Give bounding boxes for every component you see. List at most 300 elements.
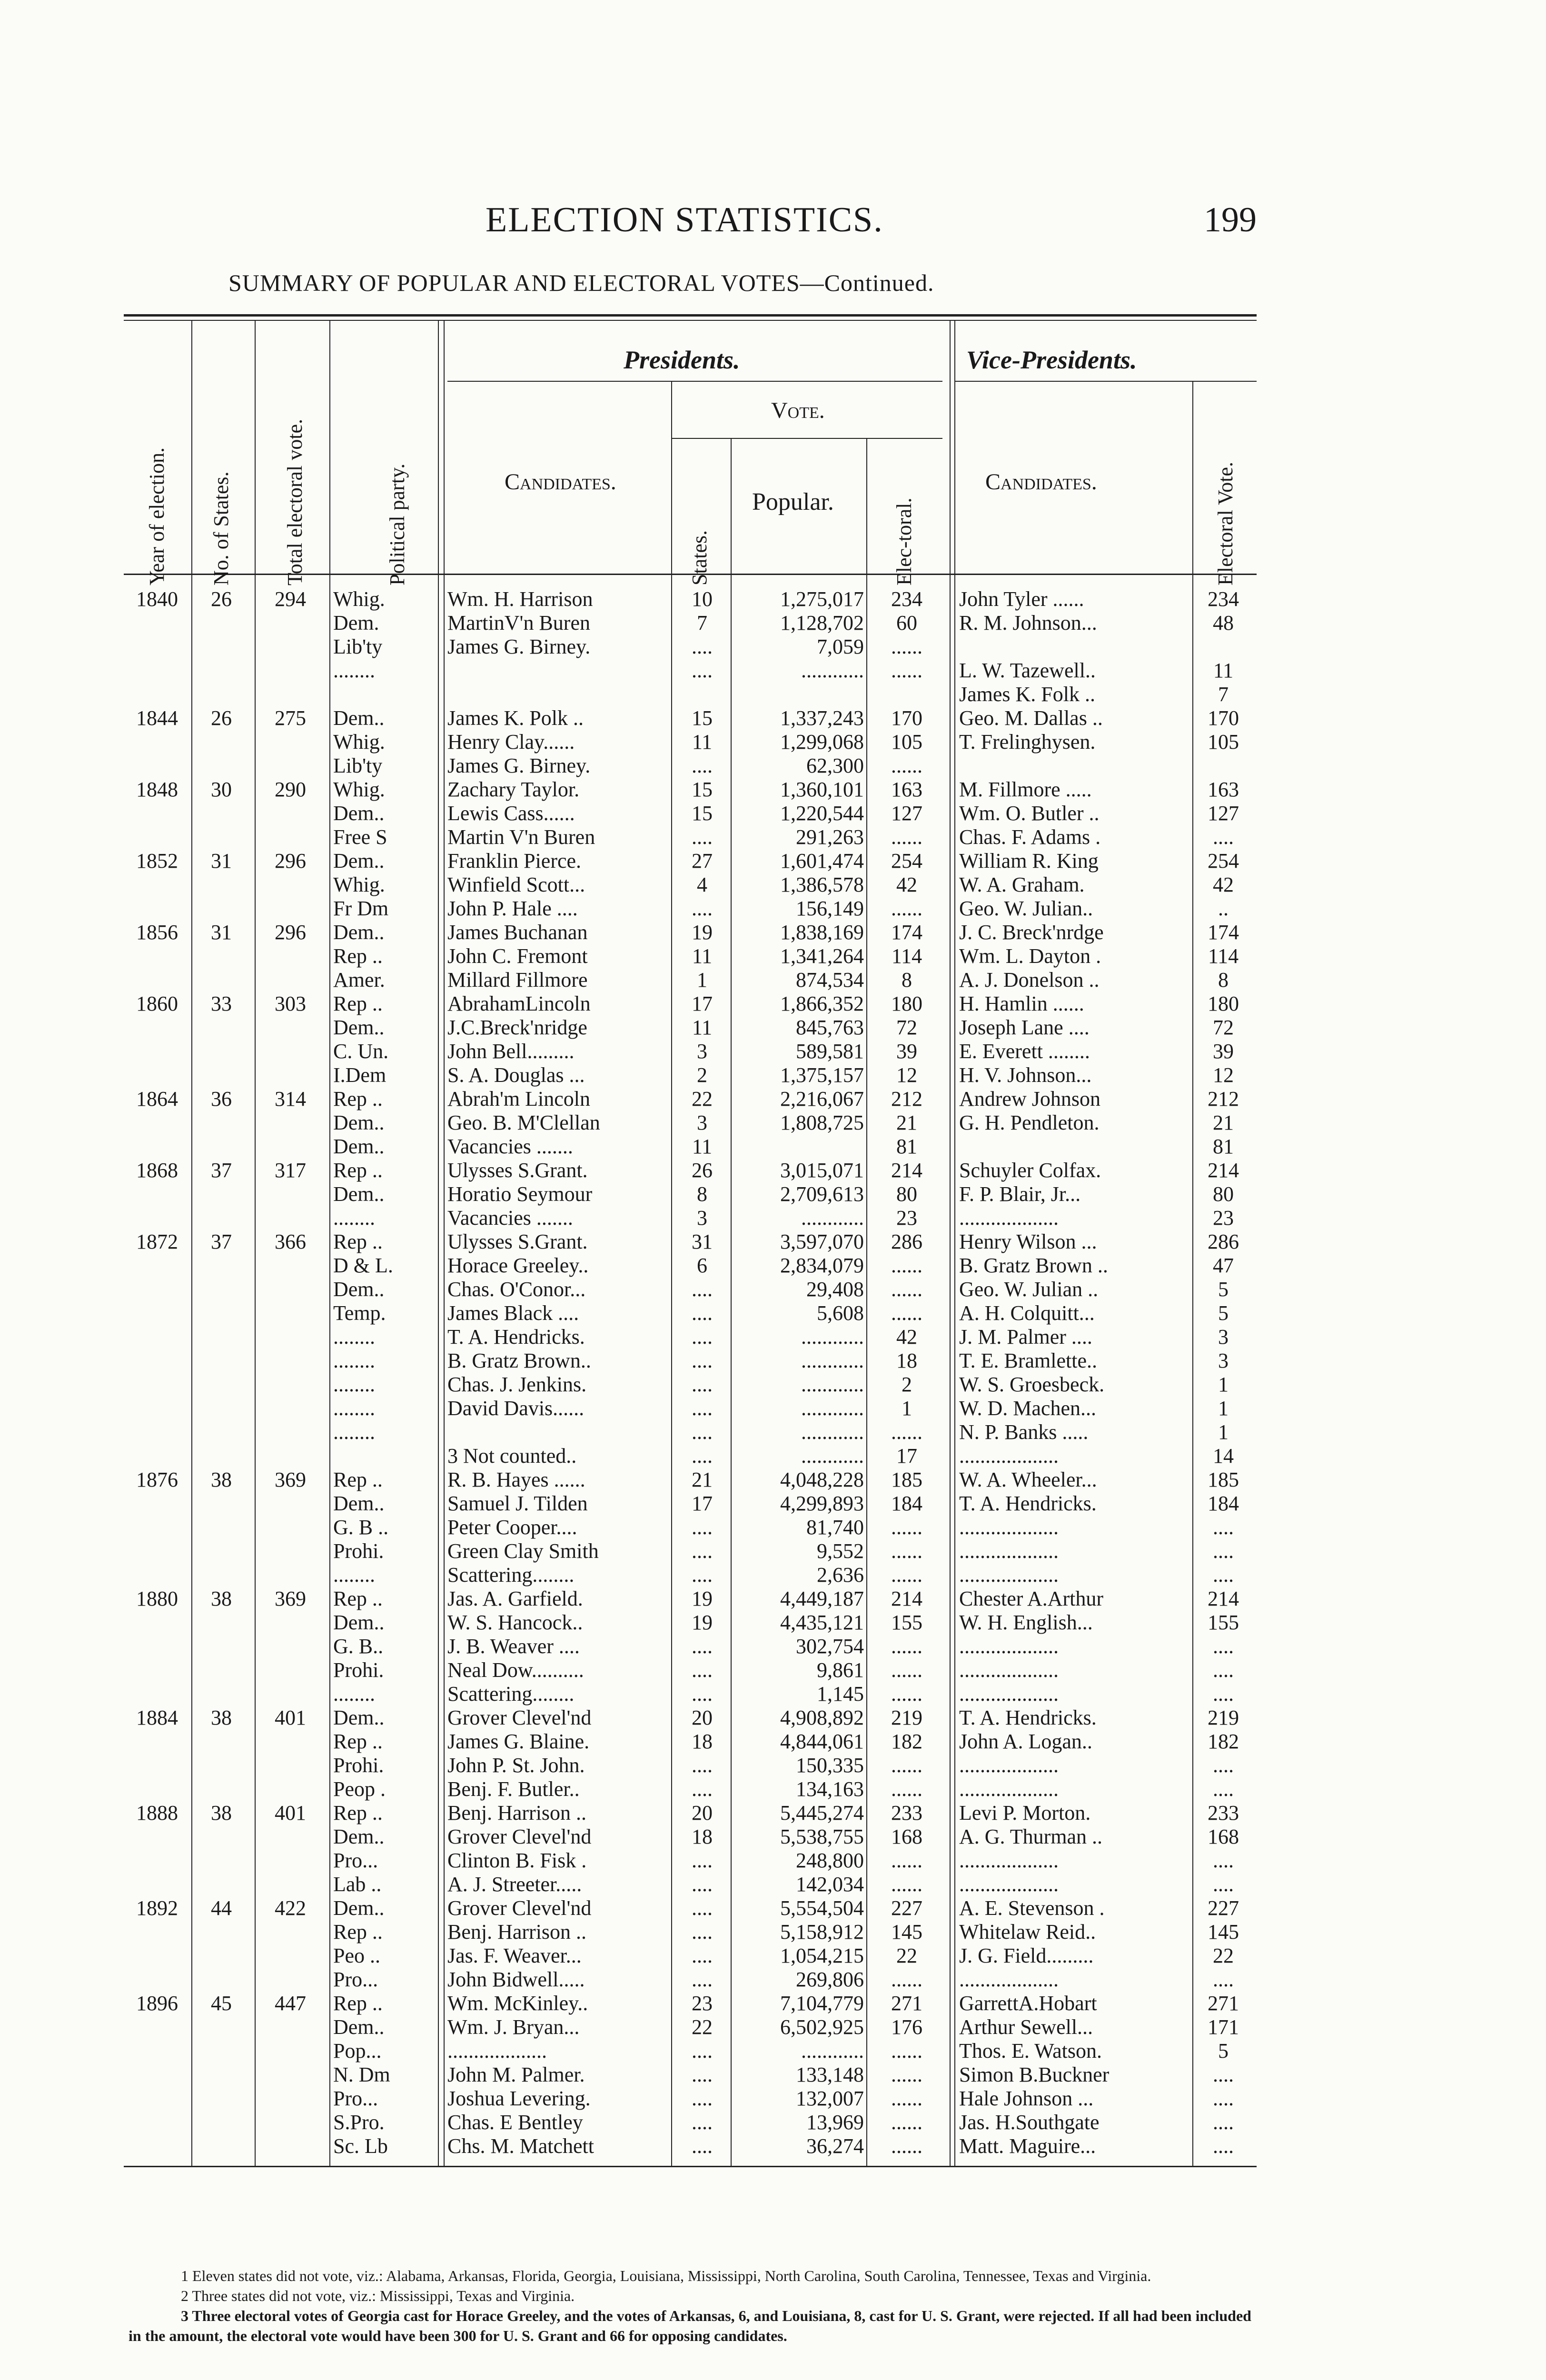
electoral-vote-cell: ...... <box>891 1539 922 1563</box>
states-won-cell: .... <box>692 1539 713 1563</box>
states-won-cell: 7 <box>697 611 707 635</box>
election-table <box>124 314 1257 2194</box>
table-row <box>124 1421 1257 1444</box>
party-cell: Pro... <box>333 1849 378 1872</box>
party-cell: Whig. <box>333 730 385 754</box>
vp-candidate-cell: Andrew Johnson <box>959 1087 1100 1111</box>
popular-vote-cell: 1,360,101 <box>780 778 864 801</box>
popular-vote-cell: 13,969 <box>806 2111 864 2134</box>
electoral-vote-cell: 12 <box>896 1063 917 1087</box>
vp-electoral-cell: .... <box>1213 1682 1234 1706</box>
table-row <box>124 1873 1257 1896</box>
table-row <box>124 1611 1257 1634</box>
vp-electoral-cell: 47 <box>1213 1254 1234 1277</box>
candidate-cell: David Davis...... <box>447 1397 585 1420</box>
electoral-vote-cell: ...... <box>891 897 922 920</box>
party-cell: Dem.. <box>333 1706 385 1729</box>
top-rule <box>124 314 1257 317</box>
party-cell: Rep .. <box>333 944 383 968</box>
party-cell: ........ <box>333 1373 375 1396</box>
vp-candidate-cell: H. V. Johnson... <box>959 1063 1092 1087</box>
states-won-cell: 8 <box>697 1182 707 1206</box>
popular-vote-cell: 5,158,912 <box>780 1920 864 1944</box>
electoral-vote-cell: 1 <box>902 1397 912 1420</box>
states-won-cell: .... <box>692 1849 713 1872</box>
vp-candidate-cell: W. H. English... <box>959 1611 1093 1634</box>
candidate-cell: Chas. E Bentley <box>447 2111 583 2134</box>
states-cell: 36 <box>211 1087 232 1111</box>
states-won-cell: .... <box>692 2039 713 2063</box>
year-cell: 1856 <box>136 921 178 944</box>
popular-vote-cell: 2,709,613 <box>780 1182 864 1206</box>
states-won-cell: 11 <box>692 1016 713 1039</box>
candidate-cell: Horace Greeley.. <box>447 1254 589 1277</box>
states-won-cell: .... <box>692 897 713 920</box>
table-row <box>124 731 1257 754</box>
vp-electoral-cell: 8 <box>1218 968 1229 992</box>
table-row <box>124 659 1257 682</box>
party-cell: C. Un. <box>333 1040 389 1063</box>
states-won-cell: 20 <box>692 1706 713 1729</box>
candidate-cell: Benj. Harrison .. <box>447 1801 587 1825</box>
popular-vote-cell: ............ <box>801 1349 864 1372</box>
vp-electoral-cell: 23 <box>1213 1206 1234 1230</box>
table-row <box>124 1564 1257 1587</box>
vp-electoral-cell: .... <box>1213 1563 1234 1587</box>
party-cell: Prohi. <box>333 1754 384 1777</box>
vp-electoral-cell: .... <box>1213 1539 1234 1563</box>
party-cell: Whig. <box>333 873 385 896</box>
vp-electoral-cell: 286 <box>1208 1230 1239 1253</box>
states-won-cell: .... <box>692 1682 713 1706</box>
party-cell: ........ <box>333 1682 375 1706</box>
states-won-cell: 15 <box>692 778 713 801</box>
candidate-cell: Benj. Harrison .. <box>447 1920 587 1944</box>
party-cell: Rep .. <box>333 1230 383 1253</box>
popular-vote-cell: 5,554,504 <box>780 1896 864 1920</box>
candidate-cell: Franklin Pierce. <box>447 849 582 873</box>
party-cell: ........ <box>333 1206 375 1230</box>
party-cell: Dem.. <box>333 1182 385 1206</box>
vp-electoral-cell: 254 <box>1208 849 1239 873</box>
total-cell: 401 <box>275 1706 306 1729</box>
states-won-cell: 23 <box>692 1992 713 2015</box>
electoral-vote-cell: ...... <box>891 825 922 849</box>
footnote-1: 1 Eleven states did not vote, viz.: Alabama, Arkansas, Florida, Georgia, Louisiana, Mississippi, North Carolina, South Carolina, Tennessee, Texas and Virginia. <box>181 2267 1151 2284</box>
candidate-cell: James Buchanan <box>447 921 588 944</box>
popular-vote-cell: 1,275,017 <box>780 587 864 611</box>
vp-electoral-cell: 21 <box>1213 1111 1234 1134</box>
popular-vote-cell: 9,552 <box>817 1539 864 1563</box>
party-cell: Dem.. <box>333 2015 385 2039</box>
electoral-vote-cell: 174 <box>891 921 922 944</box>
electoral-vote-cell: ...... <box>891 1849 922 1872</box>
table-row <box>124 778 1257 801</box>
year-cell: 1896 <box>136 1992 178 2015</box>
candidate-cell: Grover Clevel'nd <box>447 1706 592 1729</box>
vp-candidate-cell: A. G. Thurman .. <box>959 1825 1103 1848</box>
candidate-cell: Peter Cooper.... <box>447 1516 577 1539</box>
party-cell: Dem. <box>333 611 379 635</box>
table-row <box>124 1968 1257 1991</box>
candidate-cell: John P. St. John. <box>447 1754 585 1777</box>
total-cell: 314 <box>275 1087 306 1111</box>
table-row <box>124 1278 1257 1301</box>
candidate-cell: Millard Fillmore <box>447 968 588 992</box>
candidate-cell: Scattering........ <box>447 1682 575 1706</box>
electoral-vote-cell: 21 <box>896 1111 917 1134</box>
states-won-cell: 18 <box>692 1730 713 1753</box>
vp-electoral-cell: 12 <box>1213 1063 1234 1087</box>
vp-candidate-cell: A. J. Donelson .. <box>959 968 1100 992</box>
year-cell: 1884 <box>136 1706 178 1729</box>
table-row <box>124 945 1257 968</box>
footnote-2: 2 Three states did not vote, viz.: Mississippi, Texas and Virginia. <box>181 2287 575 2304</box>
states-won-cell: 18 <box>692 1825 713 1848</box>
electoral-vote-cell: ...... <box>891 1301 922 1325</box>
states-won-cell: 2 <box>697 1063 707 1087</box>
vp-electoral-cell: 72 <box>1213 1016 1234 1039</box>
popular-vote-cell: 4,048,228 <box>780 1468 864 1491</box>
candidate-cell: R. B. Hayes ...... <box>447 1468 585 1491</box>
states-won-cell: .... <box>692 1278 713 1301</box>
popular-vote-cell: 248,800 <box>796 1849 864 1872</box>
vp-candidate-cell: Matt. Maguire... <box>959 2134 1096 2158</box>
electoral-vote-cell: 254 <box>891 849 922 873</box>
popular-vote-cell: 1,337,243 <box>780 706 864 730</box>
vp-candidate-cell: Levi P. Morton. <box>959 1801 1091 1825</box>
electoral-vote-cell: ...... <box>891 1516 922 1539</box>
vp-electoral-cell: 1 <box>1218 1373 1229 1396</box>
vp-electoral-cell: 1 <box>1218 1397 1229 1420</box>
states-won-cell: .... <box>692 1301 713 1325</box>
year-cell: 1864 <box>136 1087 178 1111</box>
vp-candidate-cell: Schuyler Colfax. <box>959 1159 1101 1182</box>
vp-electoral-cell: 80 <box>1213 1182 1234 1206</box>
party-cell: G. B .. <box>333 1516 389 1539</box>
electoral-vote-cell: ...... <box>891 2134 922 2158</box>
popular-vote-cell: 6,502,925 <box>780 2015 864 2039</box>
popular-vote-cell: 7,104,779 <box>780 1992 864 2015</box>
party-cell: ........ <box>333 1420 375 1444</box>
popular-vote-cell: 1,386,578 <box>780 873 864 896</box>
vp-electoral-cell: 234 <box>1208 587 1239 611</box>
header-states: No. of States. <box>209 471 233 585</box>
electoral-vote-cell: 60 <box>896 611 917 635</box>
vp-candidate-cell: B. Gratz Brown .. <box>959 1254 1108 1277</box>
states-cell: 38 <box>211 1468 232 1491</box>
states-won-cell: .... <box>692 1397 713 1420</box>
table-row <box>124 1373 1257 1396</box>
vp-electoral-cell: 3 <box>1218 1325 1229 1349</box>
vp-candidate-cell: Simon B.Buckner <box>959 2063 1110 2086</box>
candidate-cell: J.C.Breck'nridge <box>447 1016 587 1039</box>
table-row <box>124 1111 1257 1134</box>
vp-electoral-cell: 5 <box>1218 1278 1229 1301</box>
vp-electoral-cell: 5 <box>1218 2039 1229 2063</box>
footnotes <box>129 2266 1261 2346</box>
electoral-vote-cell: ...... <box>891 1968 922 1991</box>
total-cell: 303 <box>275 992 306 1015</box>
candidate-cell: John P. Hale .... <box>447 897 578 920</box>
electoral-vote-cell: 42 <box>896 1325 917 1349</box>
popular-vote-cell: 1,808,725 <box>780 1111 864 1134</box>
candidate-cell: Samuel J. Tilden <box>447 1492 588 1515</box>
vp-candidate-cell: John Tyler ...... <box>959 587 1084 611</box>
states-won-cell: 19 <box>692 1587 713 1610</box>
electoral-vote-cell: ...... <box>891 1873 922 1896</box>
table-row <box>124 1468 1257 1491</box>
states-won-cell: 11 <box>692 730 713 754</box>
popular-vote-cell: 1,341,264 <box>780 944 864 968</box>
states-won-cell: .... <box>692 1658 713 1682</box>
vp-candidate-cell: G. H. Pendleton. <box>959 1111 1100 1134</box>
vp-candidate-cell: F. P. Blair, Jr... <box>959 1182 1081 1206</box>
table-row <box>124 1635 1257 1658</box>
candidate-cell: Abrah'm Lincoln <box>447 1087 590 1111</box>
party-cell: Lib'ty <box>333 754 383 777</box>
vp-candidate-cell: H. Hamlin ...... <box>959 992 1084 1015</box>
popular-vote-cell: 3,597,070 <box>780 1230 864 1253</box>
candidate-cell: John Bidwell..... <box>447 1968 585 1991</box>
page-number: 199 <box>1204 200 1257 239</box>
candidate-cell: Joshua Levering. <box>447 2087 591 2110</box>
vp-candidate-cell: ................... <box>959 1206 1059 1230</box>
year-cell: 1860 <box>136 992 178 1015</box>
table-row <box>124 2111 1257 2134</box>
states-won-cell: .... <box>692 1944 713 1967</box>
total-cell: 369 <box>275 1587 306 1610</box>
total-cell: 369 <box>275 1468 306 1491</box>
vp-candidate-cell: A. E. Stevenson . <box>959 1896 1105 1920</box>
popular-vote-cell: 62,300 <box>806 754 864 777</box>
electoral-vote-cell: 22 <box>896 1944 917 1967</box>
vp-candidate-cell: W. A. Wheeler... <box>959 1468 1097 1491</box>
electoral-vote-cell: 185 <box>891 1468 922 1491</box>
candidate-cell: Wm. J. Bryan... <box>447 2015 580 2039</box>
header-vote: Vote. <box>771 398 825 423</box>
vp-electoral-cell: 105 <box>1208 730 1239 754</box>
vote-under-rule <box>671 438 942 439</box>
electoral-vote-cell: 145 <box>891 1920 922 1944</box>
states-won-cell: 4 <box>697 873 707 896</box>
electoral-vote-cell: 81 <box>896 1135 917 1158</box>
party-cell: Pop... <box>333 2039 382 2063</box>
candidate-cell: Vacancies ....... <box>447 1206 573 1230</box>
vp-candidate-cell: Chas. F. Adams . <box>959 825 1101 849</box>
popular-vote-cell: 1,375,157 <box>780 1063 864 1087</box>
party-cell: Rep .. <box>333 1468 383 1491</box>
popular-vote-cell: ............ <box>801 1397 864 1420</box>
popular-vote-cell: 81,740 <box>806 1516 864 1539</box>
table-row <box>124 2040 1257 2063</box>
popular-vote-cell: 269,806 <box>796 1968 864 1991</box>
candidate-cell: Horatio Seymour <box>447 1182 593 1206</box>
table-row <box>124 2087 1257 2110</box>
candidate-cell: Ulysses S.Grant. <box>447 1230 588 1253</box>
candidate-cell: James G. Birney. <box>447 635 591 658</box>
year-cell: 1868 <box>136 1159 178 1182</box>
vp-electoral-cell: 170 <box>1208 706 1239 730</box>
total-cell: 296 <box>275 849 306 873</box>
electoral-vote-cell: ...... <box>891 635 922 658</box>
popular-vote-cell: 1,838,169 <box>780 921 864 944</box>
table-row <box>124 969 1257 992</box>
states-won-cell: 19 <box>692 921 713 944</box>
electoral-vote-cell: 72 <box>896 1016 917 1039</box>
vp-candidate-cell: Geo. W. Julian.. <box>959 897 1093 920</box>
states-won-cell: .... <box>692 1635 713 1658</box>
states-won-cell: .... <box>692 2134 713 2158</box>
vp-electoral-cell: 163 <box>1208 778 1239 801</box>
states-won-cell: 10 <box>692 587 713 611</box>
candidate-cell: Neal Dow.......... <box>447 1658 584 1682</box>
page-header <box>124 200 1257 252</box>
candidate-cell: Benj. F. Butler.. <box>447 1777 580 1801</box>
electoral-vote-cell: ...... <box>891 659 922 682</box>
total-cell: 317 <box>275 1159 306 1182</box>
vp-electoral-cell: 7 <box>1218 683 1229 706</box>
vp-candidate-cell: L. W. Tazewell.. <box>959 659 1096 682</box>
states-cell: 31 <box>211 921 232 944</box>
states-won-cell: 11 <box>692 1135 713 1158</box>
states-won-cell: .... <box>692 2063 713 2086</box>
vp-candidate-cell: Geo. W. Julian .. <box>959 1278 1099 1301</box>
states-won-cell: 27 <box>692 849 713 873</box>
vp-electoral-cell: 127 <box>1208 802 1239 825</box>
table-row <box>124 1302 1257 1325</box>
electoral-vote-cell: ...... <box>891 1635 922 1658</box>
popular-vote-cell: 1,054,215 <box>780 1944 864 1967</box>
electoral-vote-cell: 168 <box>891 1825 922 1848</box>
electoral-vote-cell: 155 <box>891 1611 922 1634</box>
vp-electoral-cell: .. <box>1218 897 1229 920</box>
table-row <box>124 1326 1257 1349</box>
party-cell: Rep .. <box>333 1159 383 1182</box>
year-cell: 1848 <box>136 778 178 801</box>
electoral-vote-cell: 271 <box>891 1992 922 2015</box>
candidate-cell: Ulysses S.Grant. <box>447 1159 588 1182</box>
table-row <box>124 1706 1257 1729</box>
electoral-vote-cell: 212 <box>891 1087 922 1111</box>
electoral-vote-cell: ...... <box>891 1777 922 1801</box>
table-row <box>124 802 1257 825</box>
presidents-under-rule <box>447 381 942 382</box>
party-cell: G. B.. <box>333 1635 384 1658</box>
popular-vote-cell: 133,148 <box>796 2063 864 2086</box>
table-row <box>124 707 1257 730</box>
vp-electoral-cell: 145 <box>1208 1920 1239 1944</box>
electoral-vote-cell: 286 <box>891 1230 922 1253</box>
states-cell: 45 <box>211 1992 232 2015</box>
table-bottom-rule <box>124 2166 1257 2167</box>
party-cell: Dem.. <box>333 1825 385 1848</box>
states-won-cell: .... <box>692 1873 713 1896</box>
table-row <box>124 588 1257 611</box>
party-cell: Rep .. <box>333 992 383 1015</box>
vp-candidate-cell: Geo. M. Dallas .. <box>959 706 1103 730</box>
party-cell: Peop . <box>333 1777 386 1801</box>
electoral-vote-cell: ...... <box>891 754 922 777</box>
table-row <box>124 1492 1257 1515</box>
vp-candidate-cell: Wm. L. Dayton . <box>959 944 1101 968</box>
vp-candidate-cell: N. P. Banks ..... <box>959 1420 1089 1444</box>
electoral-vote-cell: 80 <box>896 1182 917 1206</box>
candidate-cell: Vacancies ....... <box>447 1135 573 1158</box>
candidate-cell: John Bell......... <box>447 1040 575 1063</box>
header-party: Political party. <box>386 463 409 585</box>
popular-vote-cell: 5,445,274 <box>780 1801 864 1825</box>
party-cell: Prohi. <box>333 1658 384 1682</box>
vp-candidate-cell: ................... <box>959 1658 1059 1682</box>
states-won-cell: .... <box>692 2087 713 2110</box>
table-row <box>124 1183 1257 1206</box>
party-cell: Rep .. <box>333 1801 383 1825</box>
vp-electoral-cell: 168 <box>1208 1825 1239 1848</box>
electoral-vote-cell: 8 <box>902 968 912 992</box>
electoral-vote-cell: ...... <box>891 1658 922 1682</box>
states-won-cell: .... <box>692 2111 713 2134</box>
table-row <box>124 1254 1257 1277</box>
candidate-cell: J. B. Weaver .... <box>447 1635 580 1658</box>
states-won-cell: .... <box>692 1325 713 1349</box>
states-won-cell: .... <box>692 1373 713 1396</box>
popular-vote-cell: 150,335 <box>796 1754 864 1777</box>
party-cell: Lib'ty <box>333 635 383 658</box>
states-won-cell: 1 <box>697 968 707 992</box>
vp-electoral-cell: 5 <box>1218 1301 1229 1325</box>
states-won-cell: .... <box>692 1777 713 1801</box>
states-won-cell: 20 <box>692 1801 713 1825</box>
vp-electoral-cell: 42 <box>1213 873 1234 896</box>
table-row <box>124 2135 1257 2158</box>
vp-electoral-cell: 214 <box>1208 1587 1239 1610</box>
vp-candidate-cell: M. Fillmore ..... <box>959 778 1092 801</box>
party-cell: Rep .. <box>333 1920 383 1944</box>
table-row <box>124 1397 1257 1420</box>
candidate-cell: ................... <box>447 2039 547 2063</box>
table-row <box>124 1040 1257 1063</box>
table-row <box>124 1016 1257 1039</box>
popular-vote-cell: 156,149 <box>796 897 864 920</box>
table-subtitle: SUMMARY OF POPULAR AND ELECTORAL VOTES—Continued. <box>228 269 934 296</box>
electoral-vote-cell: 39 <box>896 1040 917 1063</box>
party-cell: Dem.. <box>333 849 385 873</box>
table-row <box>124 897 1257 920</box>
vice-presidents-under-rule <box>954 381 1257 382</box>
states-won-cell: 3 <box>697 1111 707 1134</box>
popular-vote-cell: 142,034 <box>796 1873 864 1896</box>
vp-electoral-cell: .... <box>1213 2134 1234 2158</box>
vp-candidate-cell: W. D. Machen... <box>959 1397 1096 1420</box>
table-row <box>124 612 1257 635</box>
table-row <box>124 1088 1257 1111</box>
vp-candidate-cell: James K. Folk .. <box>959 683 1095 706</box>
vp-electoral-cell: .... <box>1213 1968 1234 1991</box>
vp-electoral-cell: 184 <box>1208 1492 1239 1515</box>
vp-electoral-cell: 48 <box>1213 611 1234 635</box>
table-row <box>124 1516 1257 1539</box>
popular-vote-cell: 9,861 <box>817 1658 864 1682</box>
party-cell: I.Dem <box>333 1063 386 1087</box>
vp-candidate-cell: John A. Logan.. <box>959 1730 1092 1753</box>
vp-candidate-cell: Henry Wilson ... <box>959 1230 1097 1253</box>
vp-electoral-cell: 81 <box>1213 1135 1234 1158</box>
electoral-vote-cell: ...... <box>891 2039 922 2063</box>
vp-electoral-cell: 155 <box>1208 1611 1239 1634</box>
candidate-cell: Lewis Cass...... <box>447 802 575 825</box>
party-cell: Prohi. <box>333 1539 384 1563</box>
